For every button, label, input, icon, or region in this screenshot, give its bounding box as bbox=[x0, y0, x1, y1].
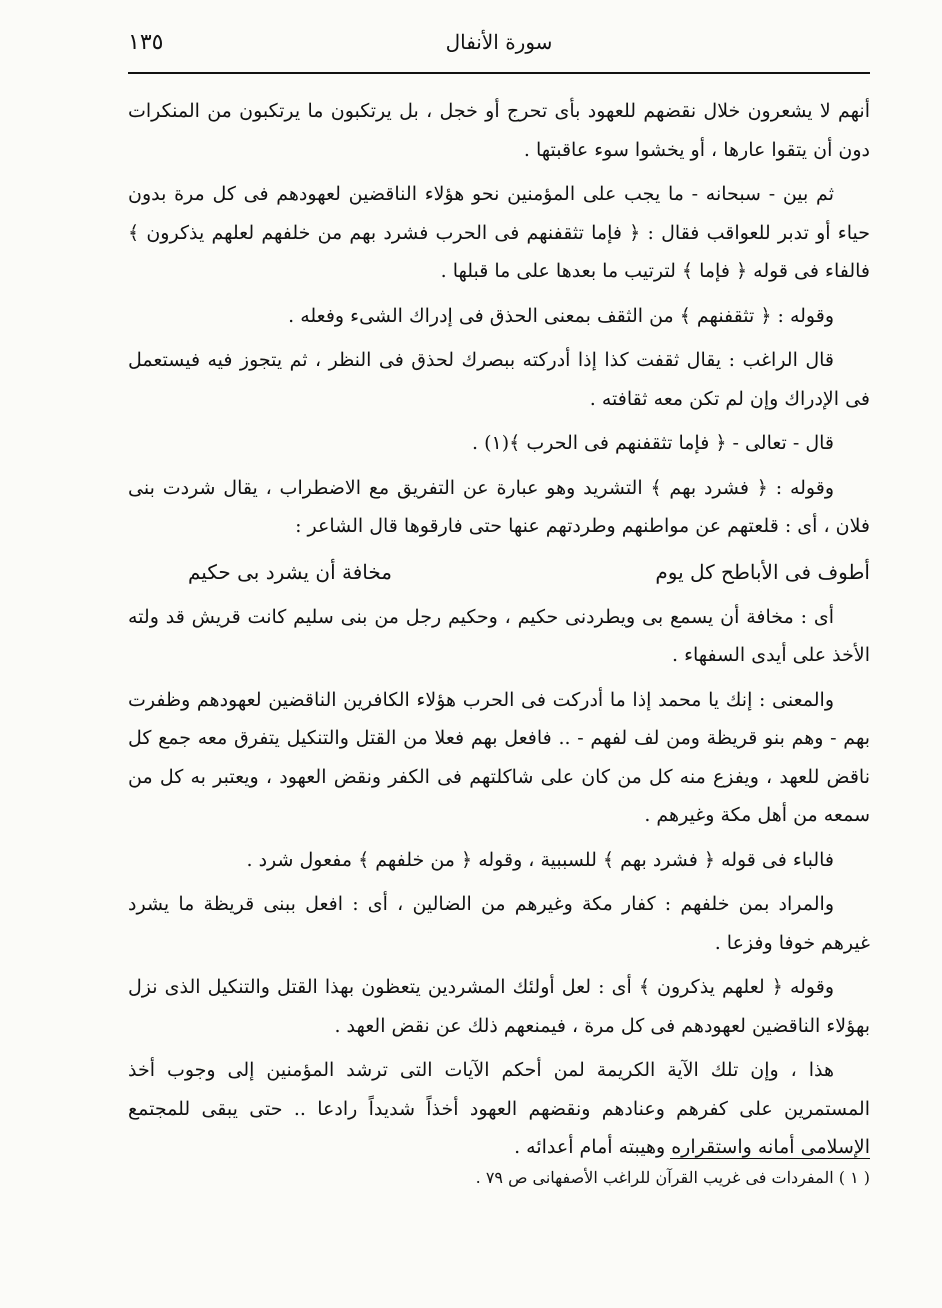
paragraph: والمراد بمن خلفهم : كفار مكة وغيرهم من الضالين ، أى : افعل ببنى قريظة ما يشرد غيرهم خوفا وفزعا . bbox=[128, 893, 870, 954]
verse-first-half: أطوف فى الأباطح كل يوم bbox=[655, 559, 870, 584]
paragraph: والمعنى : إنك يا محمد إذا ما أدركت فى الحرب هؤلاء الكافرين الناقضين لعهودهم وظفرت بهم - وهم بنو قريظة ومن لف لفهم - .. فافعل بهم فعلا من القتل والتنكيل يتفرق معه جمع كل ناقض للعهد ، ويفزع منه كل من كان على شاكلتهم فى الكفر ونقض العهود ، ويعتبر به كل من سمعه من أهل مكة وغيرهم . bbox=[128, 688, 870, 826]
paragraph: ثم بين - سبحانه - ما يجب على المؤمنين نحو هؤلاء الناقضين لعهودهم فى كل مرة بدون حياء أو تدبر للعواقب فقال : ﴿ فإما تثقفنهم فى الحرب فشرد بهم من خلفهم لعلهم يذكرون ﴾ فالفاء فى قوله ﴿ فإما ﴾ لترتيب ما بعدها على ما قبلها . bbox=[128, 183, 870, 282]
surah-title: سورة الأنفال bbox=[445, 30, 553, 54]
poetry-verse bbox=[128, 552, 870, 592]
paragraph: هذا ، وإن تلك الآية الكريمة لمن أحكم الآيات التى ترشد المؤمنين إلى وجوب أخذ المستمرين على كفرهم وعنادهم ونقضهم العهود أخذاً شديداً رادعا .. حتى يبقى للمجتمع الإسلامى أمانه واستقراره وهيبته أمام أعدائه . bbox=[128, 1059, 870, 1158]
paragraph: وقوله ﴿ لعلهم يذكرون ﴾ أى : لعل أولئك المشردين يتعظون بهذا القتل والتنكيل الذى نزل بهؤلاء الناقضين لعهودهم فى كل مرة ، فيمنعهم ذلك عن نقض العهد . bbox=[128, 976, 870, 1037]
paragraph: وقوله : ﴿ تثقفنهم ﴾ من الثقف بمعنى الحذق فى إدراك الشىء وفعله . bbox=[288, 304, 834, 327]
verse-second-half: مخافة أن يشرد بى حكيم bbox=[188, 559, 393, 584]
page-header bbox=[128, 30, 870, 70]
paragraph: وقوله : ﴿ فشرد بهم ﴾ التشريد وهو عبارة عن التفريق مع الاضطراب ، يقال شردت بنى فلان ، أى : قلعتهم عن مواطنهم وطردتهم عنها حتى فارقوها قال الشاعر : bbox=[128, 476, 870, 537]
paragraph: قال الراغب : يقال ثقفت كذا إذا أدركته ببصرك لحذق فى النظر ، ثم يتجوز فيه فيستعمل فى الإدراك وإن لم تكن معه ثقافته . bbox=[128, 349, 870, 410]
footnote: ( ١ ) المفردات فى غريب القرآن للراغب الأصفهانى ص ٧٩ . bbox=[475, 1168, 870, 1187]
paragraph: فالباء فى قوله ﴿ فشرد بهم ﴾ للسببية ، وقوله ﴿ من خلفهم ﴾ مفعول شرد . bbox=[246, 848, 834, 871]
paragraph: أنهم لا يشعرون خلال نقضهم للعهود بأى تحرج أو خجل ، بل يرتكبون ما يرتكبون من المنكرات دون أن يتقوا عارها ، أو يخشوا سوء عاقبتها . bbox=[128, 100, 870, 161]
paragraph: أى : مخافة أن يسمع بى ويطردنى حكيم ، وحكيم رجل من بنى سليم كانت قريش قد ولته الأخذ على أيدى السفهاء . bbox=[128, 605, 870, 666]
paragraph: قال - تعالى - ﴿ فإما تثقفنهم فى الحرب ﴾(١) . bbox=[472, 432, 834, 454]
header-rule bbox=[128, 72, 870, 74]
body-text bbox=[128, 92, 870, 1173]
page-number: ١٣٥ bbox=[128, 30, 164, 55]
footnote-rule bbox=[670, 1158, 870, 1159]
